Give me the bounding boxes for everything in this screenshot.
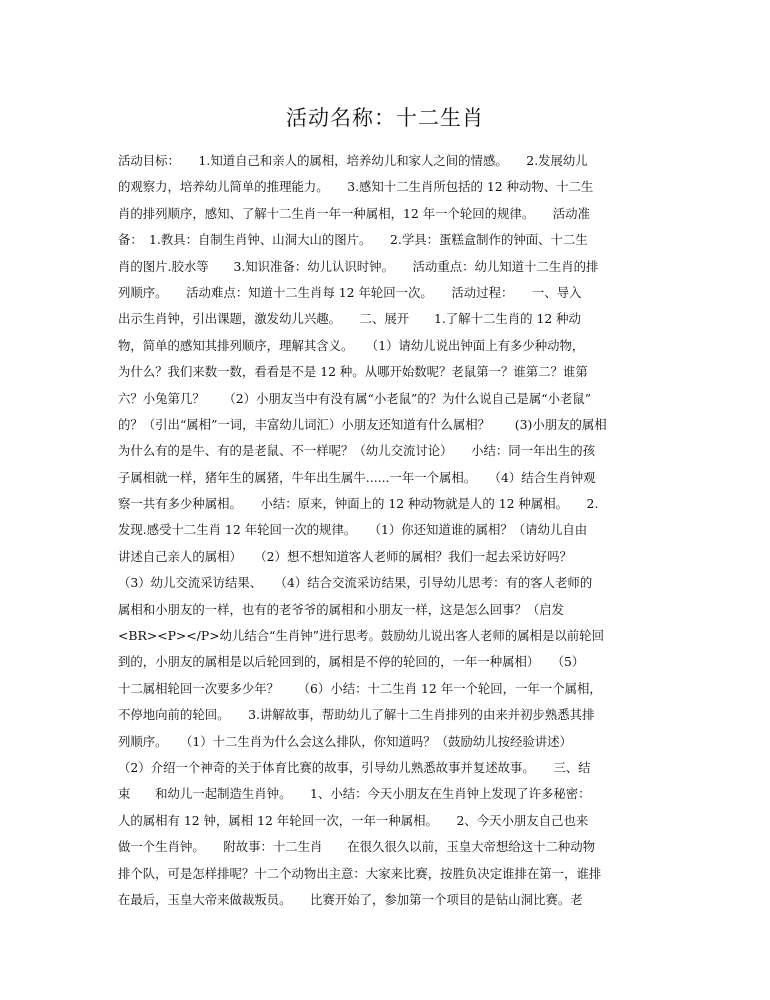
body-text-line: 做一个生肖钟。 附故事：十二生肖 在很久很久以前，玉皇大帝想给这十二种动物 (118, 839, 596, 855)
body-text-line: 活动目标： 1.知道自己和亲人的属相，培养幼儿和家人之间的情感。 2.发展幼儿 (118, 153, 588, 168)
document-title: 活动名称：十二生肖 (286, 106, 484, 131)
body-text-line: 属相和小朋友的一样，也有的老爷爷的属相和小朋友一样，这是怎么回事？（启发 (118, 601, 565, 617)
body-text-line: （3）幼儿交流采访结果、 （4）结合交流采访结果，引导幼儿思考：有的客人老师的 (118, 575, 593, 591)
body-text-line: 人的属相有 12 钟，属相 12 年轮回一次，一年一种属相。 2、今天小朋友自己也来 (118, 812, 589, 828)
body-text-line: 为什么有的是牛、有的是老鼠、不一样呢？（幼儿交流讨论） 小结：同一年出生的孩 (118, 443, 596, 459)
body-text-line: 察一共有多少种属相。 小结：原来，钟面上的 12 种动物就是人的 12 种属相。 2. (118, 496, 599, 512)
body-text-line: 子属相就一样，猪年生的属猪，牛年出生属牛......一年一个属相。 （4）结合生肖钟观 (118, 469, 596, 485)
body-text-line: 肖的图片.胶水等 3.知识准备：幼儿认识时钟。 活动重点：幼儿知道十二生肖的排 (118, 258, 599, 274)
body-text-line: 在最后，玉皇大帝来做裁叛员。 比赛开始了，参加第一个项目的是钻山洞比赛。老 (118, 891, 583, 907)
body-text-line: （2）介绍一个神奇的关于体育比赛的故事，引导幼儿熟悉故事并复述故事。 三、结 (118, 759, 591, 775)
body-text-line: 出示生肖钟，引出课题，激发幼儿兴趣。 二、展开 1.了解十二生肖的 12 种动 (118, 311, 581, 327)
body-text-line: 到的，小朋友的属相是以后轮回到的，属相是不停的轮回的，一年一种属相） （5） (118, 654, 585, 670)
body-text-line: 备： 1.教具：自制生肖钟、山洞大山的图片。 2.学具：蛋糕盒制作的钟面、十二生 (118, 232, 588, 248)
body-text-line: 列顺序。 活动难点：知道十二生肖每 12 年轮回一次。 活动过程： 一、导入 (118, 284, 582, 300)
body-text-line: 的观察力，培养幼儿简单的推理能力。 3.感知十二生肖所包括的 12 种动物、十二生 (118, 179, 594, 195)
body-text-line: 肖的排列顺序，感知、了解十二生肖一年一种属相，12 年一个轮回的规律。 活动准 (118, 205, 590, 221)
body-text-line: 物，简单的感知其排列顺序，理解其含义。 （1）请幼儿说出钟面上有多少种动物， (118, 337, 585, 353)
body-text-line: 不停地向前的轮回。 3.讲解故事，帮助幼儿了解十二生肖排列的由来并初步熟悉其排 (118, 707, 595, 723)
document-body (118, 148, 663, 913)
body-text-line: 十二属相轮回一次要多少年？ （6）小结：十二生肖 12 年一个轮回，一年一个属相， (118, 680, 602, 696)
body-text-line: 的？（引出“属相”一词，丰富幼儿词汇）小朋友还知道有什么属相？ (3)小朋友的属相 (118, 416, 607, 432)
body-text-line: 束 和幼儿一起制造生肖钟。 1、小结：今天小朋友在生肖钟上发现了许多秘密： (118, 786, 591, 802)
body-text-line: 讲述自己亲人的属相） （2）想不想知道客人老师的属相？我们一起去采访好吗？ (118, 548, 572, 564)
body-text-line: 列顺序。 （1）十二生肖为什么会这么排队，你知道吗？（鼓励幼儿按经验讲述） (118, 733, 572, 749)
body-text-line: 排个队，可是怎样排呢？十二个动物出主意：大家来比赛，按胜负决定谁排在第一，谁排 (118, 865, 602, 881)
body-text-line: 发现.感受十二生肖 12 年轮回一次的规律。 （1）你还知道谁的属相？（请幼儿自由 (118, 522, 588, 538)
body-text-line: 为什么？我们来数一数，看看是不是 12 种。从哪开始数呢？老鼠第一？谁第二？谁第 (118, 364, 588, 380)
body-text-line: 六？小兔第几？ （2）小朋友当中有没有属“小老鼠”的？为什么说自己是属“小老鼠” (118, 390, 592, 406)
body-text-line: <BR><P></P>幼儿结合“生肖钟”进行思考。鼓励幼儿说出客人老师的属相是以前轮回 (118, 628, 604, 644)
